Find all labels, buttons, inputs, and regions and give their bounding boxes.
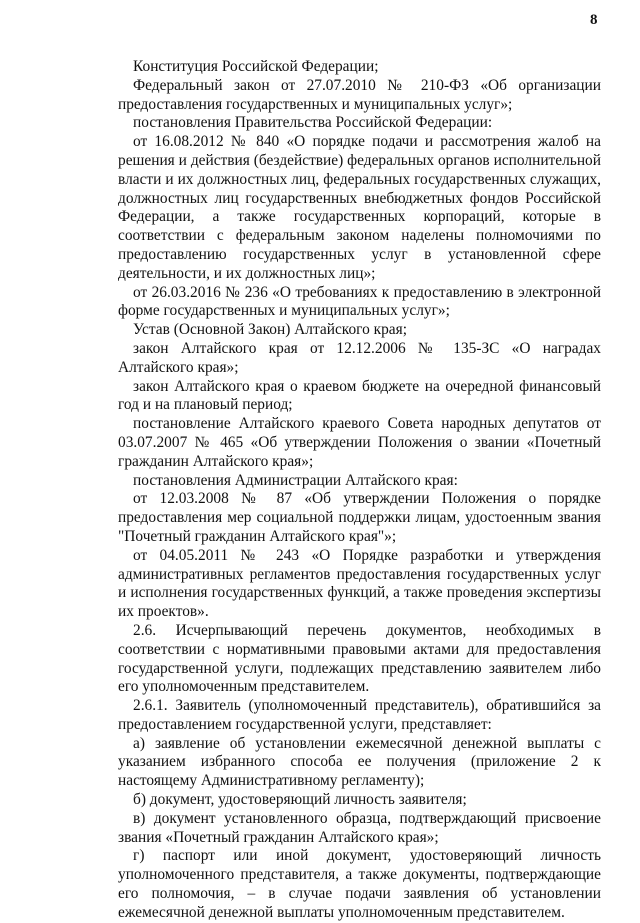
paragraph-resolution-243: от 04.05.2011 № 243 «О Порядке разработки и утверждения административных регламентов предоставления государственных услуг и исполнения государственных функций, а также проведения экспертизы их проектов». xyxy=(118,546,601,621)
list-item-g: г) паспорт или иной документ, удостоверяющий личность уполномоченного представителя, а также документы, подтверждающие его полномочия, – в случае подачи заявления об установлении ежемесячной денежной выплаты уполномоченным представителем. xyxy=(118,847,601,921)
paragraph-administration-resolutions: постановления Администрации Алтайского края: xyxy=(133,471,458,489)
paragraph-section-2-6-1: 2.6.1. Заявитель (уполномоченный представитель), обратившийся за предоставлением государственной услуги, представляет: xyxy=(118,697,601,733)
paragraph-resolution-236: от 26.03.2016 № 236 «О требованиях к предоставлению в электронной форме государственных и муниципальных услуг»; xyxy=(118,283,601,320)
paragraph-resolution-87: от 12.03.2008 № 87 «Об утверждении Положения о порядке предоставления мер социальной поддержки лицам, удостоенным звания "Почетный гражданин Алтайского края"»; xyxy=(118,490,601,545)
paragraph-resolution-465: постановление Алтайского краевого Совета народных депутатов от 03.07.2007 № 465 «Об утверждении Положения о звании «Почетный гражданин Алтайского края»; xyxy=(118,415,601,470)
list-item-b: б) документ, удостоверяющий личность заявителя; xyxy=(133,791,467,809)
paragraph-federal-law-210: Федеральный закон от 27.07.2010 № 210-ФЗ «Об организации предоставления государственных и муниципальных услуг»; xyxy=(118,76,601,113)
page-number: 8 xyxy=(590,12,598,28)
list-item-v: в) документ установленного образца, подтверждающий присвоение звания «Почетный гражданин Алтайского края»; xyxy=(118,809,601,846)
paragraph-government-resolutions: постановления Правительства Российской Федерации: xyxy=(133,114,493,132)
paragraph-budget-law: закон Алтайского края о краевом бюджете на очередной финансовый год и на плановый период; xyxy=(118,377,601,414)
paragraph-law-135: закон Алтайского края от 12.12.2006 № 135-ЗС «О наградах Алтайского края»; xyxy=(118,339,601,376)
document-body xyxy=(118,58,601,923)
paragraph-resolution-840: от 16.08.2012 № 840 «О порядке подачи и рассмотрения жалоб на решения и действия (бездействие) федеральных органов исполнительной власти и их должностных лиц, федеральных государственных служащих, должностных лиц государственных внебюджетных фондов Российской Федерации, а также государственных корпораций, которые в соответствии с федеральным законом наделены полномочиями по предоставлению государственных услуг в установленной сфере деятельности, и их должностных лиц»; xyxy=(118,133,601,282)
paragraph-constitution: Конституция Российской Федерации; xyxy=(133,58,379,75)
paragraph-charter: Устав (Основной Закон) Алтайского края; xyxy=(133,321,407,339)
paragraph-section-2-6: 2.6. Исчерпывающий перечень документов, необходимых в соответствии с нормативными правовыми актами для предоставления государственной услуги, подлежащих представлению заявителем либо его уполномоченным представителем. xyxy=(118,621,601,696)
list-item-a: а) заявление об установлении ежемесячной денежной выплаты с указанием избранного способа ее получения (приложение 2 к настоящему Административному регламенту); xyxy=(118,734,601,790)
